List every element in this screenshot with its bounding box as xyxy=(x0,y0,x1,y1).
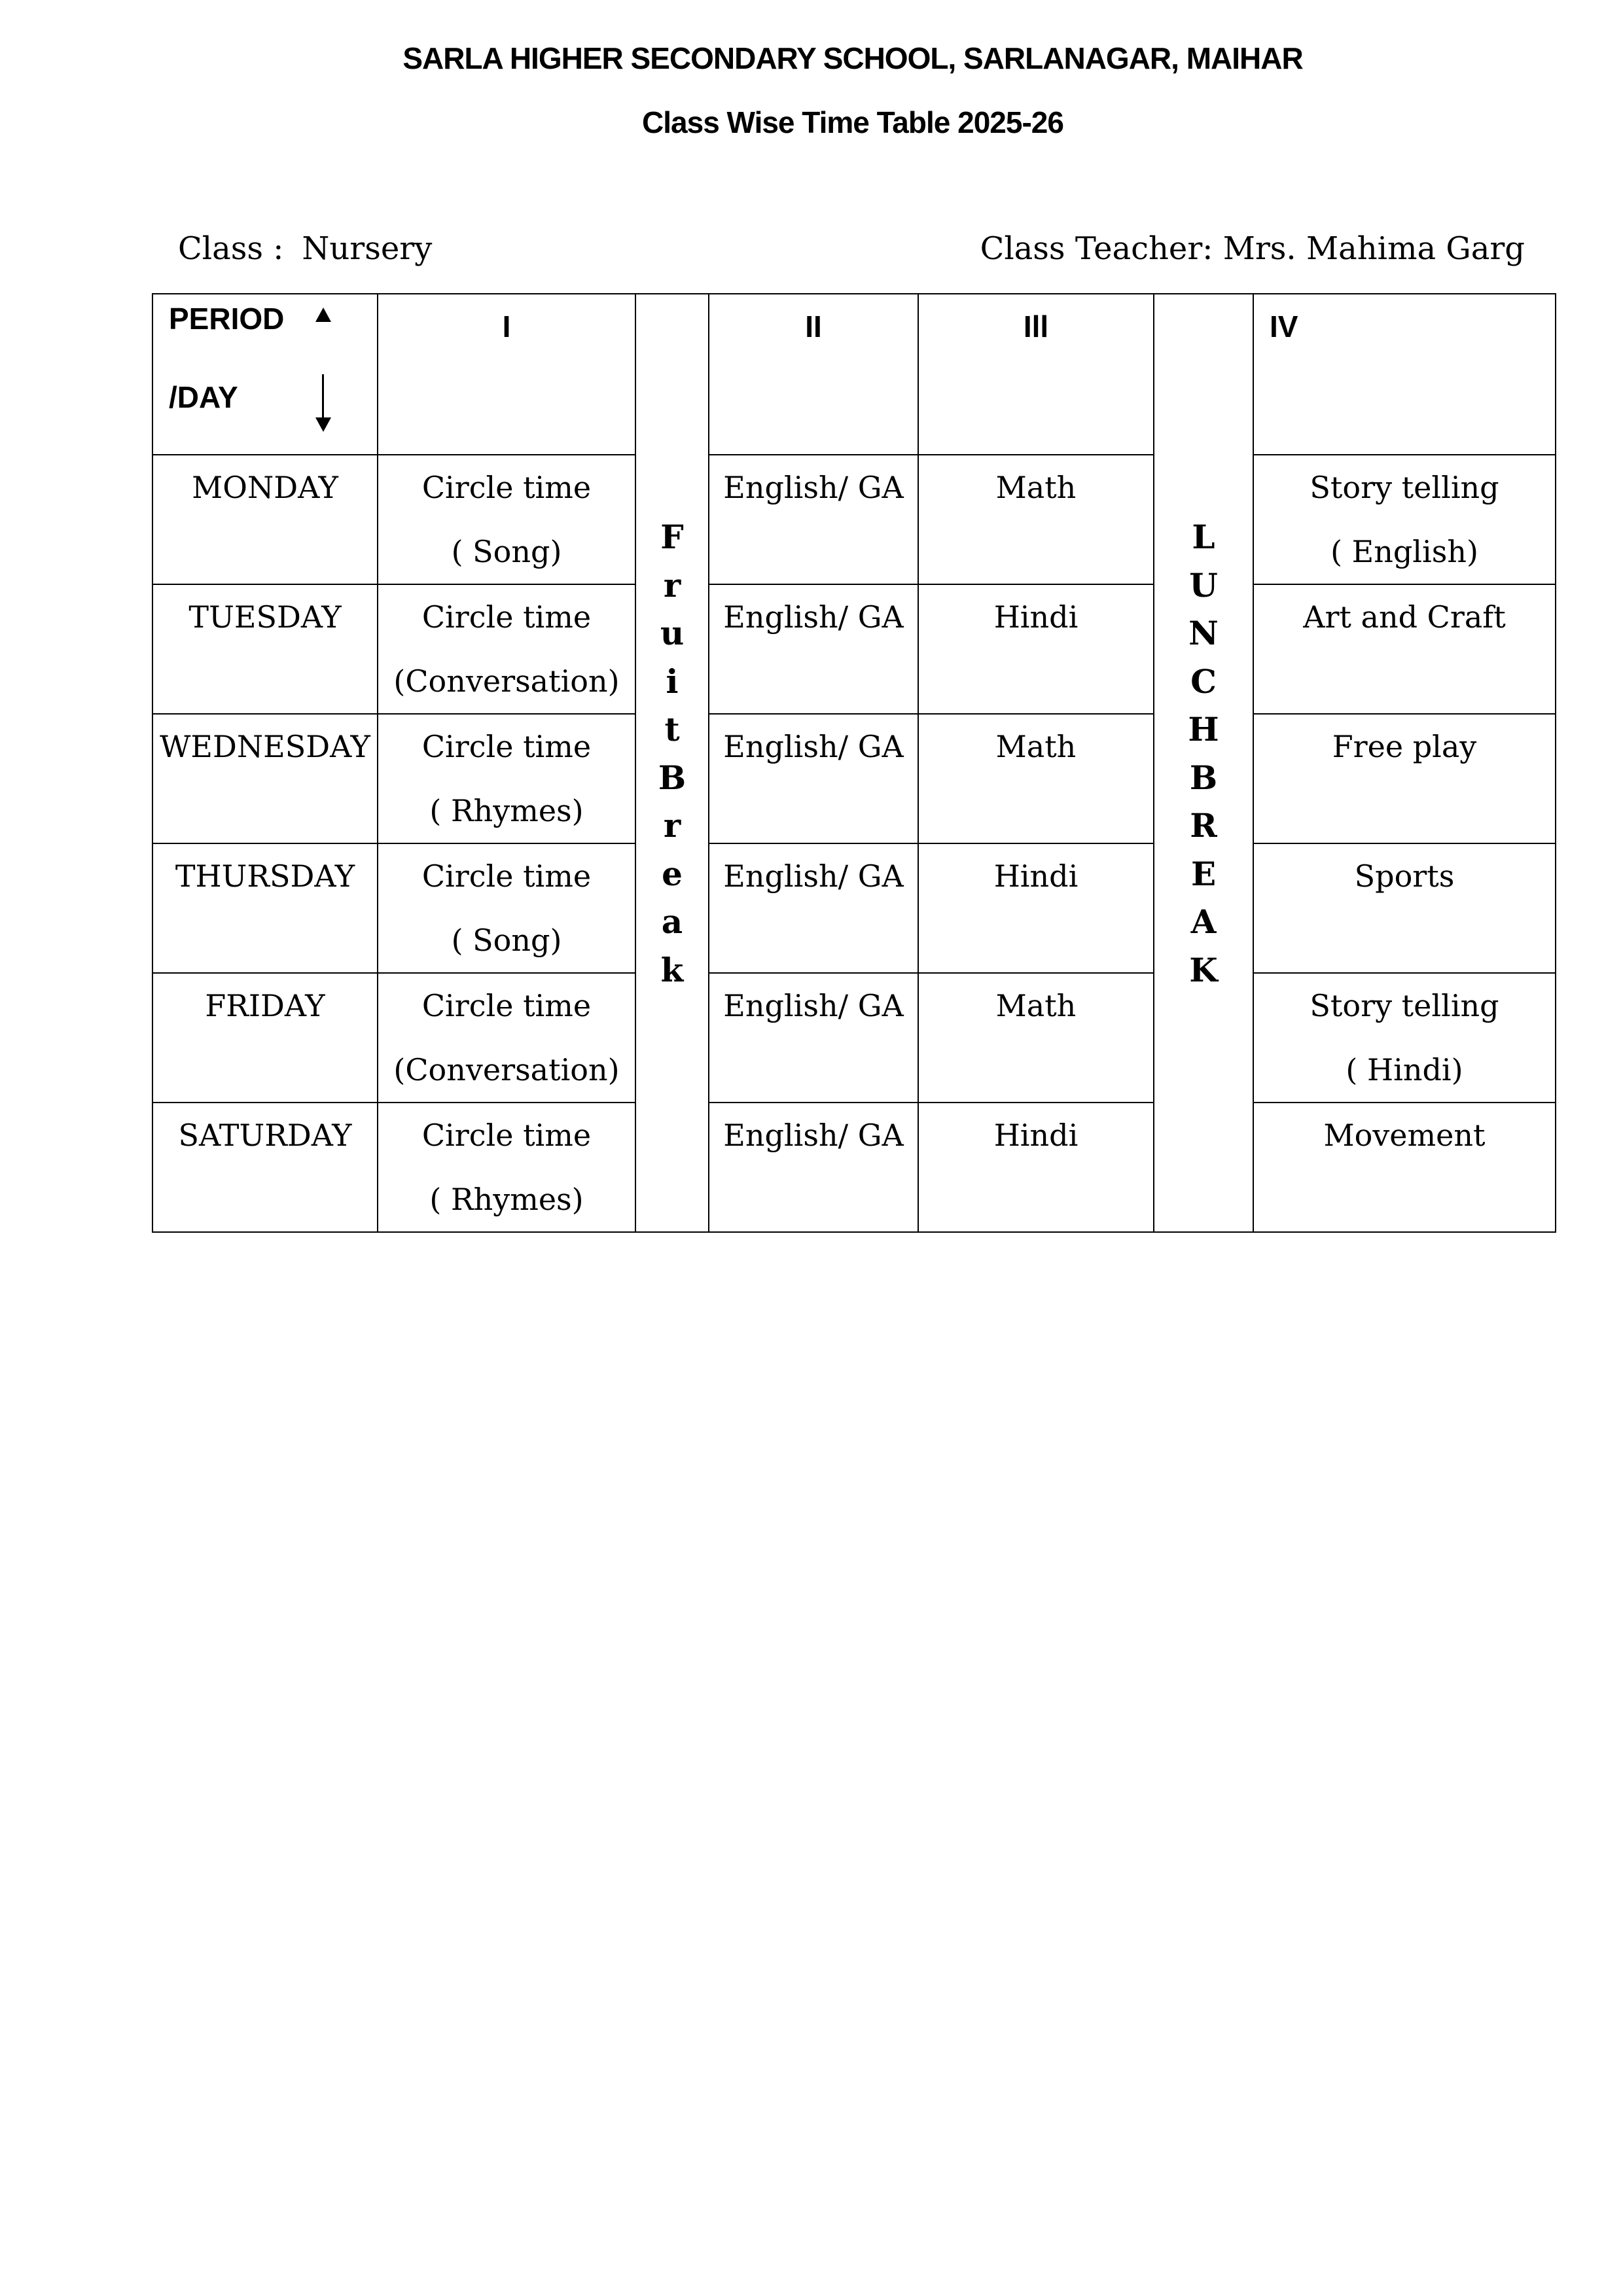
period-1-cell-line: ( Rhymes) xyxy=(429,793,584,828)
table-row xyxy=(152,973,1556,1103)
period-1-cell xyxy=(378,843,635,973)
lunch-break-letter: A xyxy=(1190,902,1217,941)
period-1-cell xyxy=(378,1103,635,1232)
lunch-break-letter: H xyxy=(1188,710,1219,749)
period-2-cell: English/ GA xyxy=(709,1103,918,1232)
day-cell: WEDNESDAY xyxy=(152,714,378,843)
fruit-break-letter: a xyxy=(661,902,683,941)
period-4-cell xyxy=(1253,455,1556,584)
lunch-break-letter: U xyxy=(1189,565,1218,605)
period-1-cell-line: Circle time xyxy=(421,858,592,894)
period-1-cell xyxy=(378,584,635,714)
school-name: SARLA HIGHER SECONDARY SCHOOL, SARLANAGAR, MAIHAR xyxy=(402,41,1303,75)
day-cell: THURSDAY xyxy=(152,843,378,973)
lunch-break-letter: R xyxy=(1190,806,1217,845)
arrow-down-icon xyxy=(322,374,324,420)
lunch-break-letter: K xyxy=(1189,950,1218,989)
period-header-2: II xyxy=(709,294,918,455)
lunch-break-letter: N xyxy=(1188,614,1219,652)
period-1-cell xyxy=(378,714,635,843)
arrow-down-head-icon xyxy=(315,417,331,432)
fruit-break-column xyxy=(635,294,709,1232)
arrow-up-icon xyxy=(315,308,331,322)
period-header-1: I xyxy=(378,294,635,455)
lunch-break-text xyxy=(1154,513,1253,994)
period-4-cell-line: Sports xyxy=(1354,858,1455,894)
table-row xyxy=(152,584,1556,714)
day-cell: FRIDAY xyxy=(152,973,378,1103)
period-1-cell-line: (Conversation) xyxy=(393,663,620,699)
fruit-break-letter: r xyxy=(663,565,681,605)
day-cell: SATURDAY xyxy=(152,1103,378,1232)
table-row xyxy=(152,455,1556,584)
period-4-cell-line: Movement xyxy=(1323,1118,1486,1153)
period-1-cell-line: ( Song) xyxy=(451,534,562,569)
period-1-cell-line: Circle time xyxy=(421,599,592,635)
header-row xyxy=(152,294,1556,455)
period-4-cell-line: ( Hindi) xyxy=(1346,1052,1463,1087)
period-2-cell: English/ GA xyxy=(709,455,918,584)
period-4-cell-line: Art and Craft xyxy=(1303,599,1506,635)
period-3-cell: Math xyxy=(918,714,1154,843)
period-day-header xyxy=(152,294,378,455)
fruit-break-letter: F xyxy=(660,518,684,556)
fruit-break-letter: i xyxy=(666,662,679,701)
class-label: Class : xyxy=(178,230,284,267)
lunch-break-column xyxy=(1154,294,1253,1232)
day-cell: MONDAY xyxy=(152,455,378,584)
period-1-cell xyxy=(378,455,635,584)
period-2-cell: English/ GA xyxy=(709,714,918,843)
period-4-cell xyxy=(1253,714,1556,843)
day-cell: TUESDAY xyxy=(152,584,378,714)
fruit-break-letter: u xyxy=(660,614,685,652)
period-1-cell-line: ( Rhymes) xyxy=(429,1182,584,1217)
period-4-cell xyxy=(1253,973,1556,1103)
period-4-cell-line: Story telling xyxy=(1310,988,1499,1023)
period-1-cell-line: (Conversation) xyxy=(393,1052,620,1087)
period-label: PERIOD xyxy=(169,302,285,336)
table-row xyxy=(152,714,1556,843)
lunch-break-letter: E xyxy=(1190,854,1217,893)
class-value: Nursery xyxy=(302,230,433,267)
fruit-break-letter: r xyxy=(663,806,681,845)
fruit-break-text xyxy=(636,513,708,994)
period-2-cell: English/ GA xyxy=(709,843,918,973)
timetable xyxy=(152,293,1556,1233)
period-1-cell-line: Circle time xyxy=(421,988,592,1023)
period-3-cell: Math xyxy=(918,455,1154,584)
period-2-cell: English/ GA xyxy=(709,973,918,1103)
fruit-break-letter: e xyxy=(662,854,683,893)
fruit-break-letter: B xyxy=(658,758,687,797)
period-4-cell xyxy=(1253,584,1556,714)
period-4-cell-line: ( English) xyxy=(1330,534,1478,569)
day-label: /DAY xyxy=(169,380,238,414)
lunch-break-letter: C xyxy=(1190,662,1217,701)
period-1-cell-line: Circle time xyxy=(421,470,592,505)
lunch-break-letter: B xyxy=(1189,758,1218,797)
period-3-cell: Hindi xyxy=(918,1103,1154,1232)
period-4-cell xyxy=(1253,1103,1556,1232)
period-1-cell xyxy=(378,973,635,1103)
period-1-cell-line: ( Song) xyxy=(451,923,562,958)
period-3-cell: Hindi xyxy=(918,843,1154,973)
period-4-cell-line: Story telling xyxy=(1310,470,1499,505)
fruit-break-letter: t xyxy=(664,710,680,749)
fruit-break-letter: k xyxy=(660,950,684,989)
table-row xyxy=(152,1103,1556,1232)
period-3-cell: Math xyxy=(918,973,1154,1103)
period-4-cell-line: Free play xyxy=(1332,729,1477,764)
table-row xyxy=(152,843,1556,973)
period-2-cell: English/ GA xyxy=(709,584,918,714)
period-header-3: Ill xyxy=(918,294,1154,455)
period-header-4: IV xyxy=(1253,294,1556,455)
period-1-cell-line: Circle time xyxy=(421,729,592,764)
period-3-cell: Hindi xyxy=(918,584,1154,714)
class-info xyxy=(178,230,432,267)
class-teacher: Class Teacher: Mrs. Mahima Garg xyxy=(980,230,1525,267)
lunch-break-letter: L xyxy=(1192,518,1215,556)
period-4-cell xyxy=(1253,843,1556,973)
timetable-title: Class Wise Time Table 2025-26 xyxy=(642,105,1063,139)
period-1-cell-line: Circle time xyxy=(421,1118,592,1153)
